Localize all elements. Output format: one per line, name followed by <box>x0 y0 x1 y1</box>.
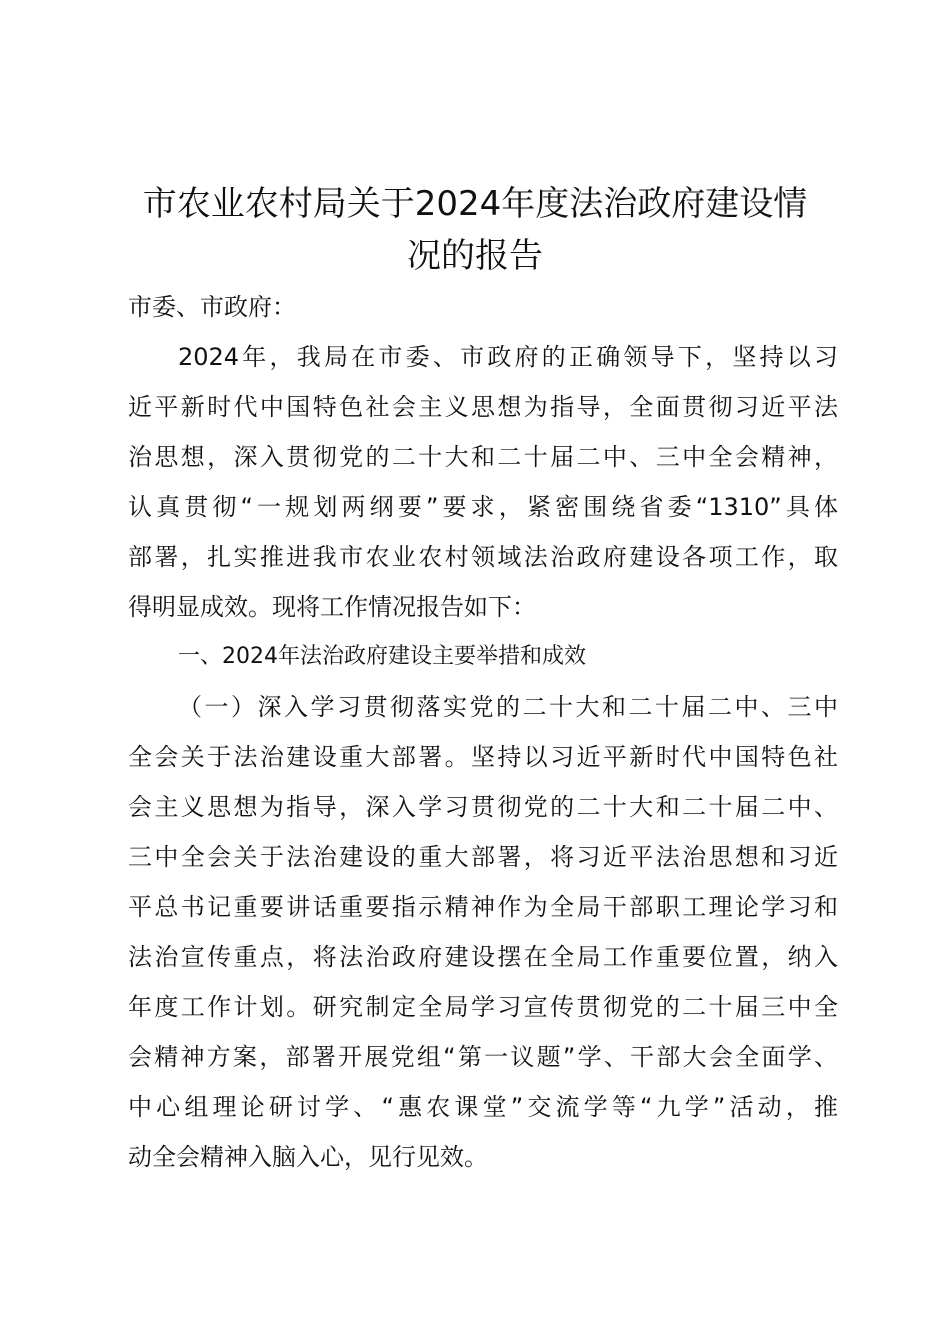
paragraph-line: 近平新时代中国特色社会主义思想为指导，全面贯彻习近平法 <box>128 393 838 421</box>
paragraph-line: 会主义思想为指导，深入学习贯彻党的二十大和二十届二中、 <box>128 793 838 821</box>
paragraph-line: 会精神方案，部署开展党组“第一议题”学、干部大会全面学、 <box>128 1043 838 1071</box>
document-body <box>128 283 838 1182</box>
paragraph-line: 全会关于法治建设重大部署。坚持以习近平新时代中国特色社 <box>128 743 838 771</box>
paragraph-line: （一）深入学习贯彻落实党的二十大和二十届二中、三中 <box>178 693 838 721</box>
title-line-1: 市农业农村局关于2024年度法治政府建设情 <box>142 184 808 224</box>
paragraph-line: 治思想，深入贯彻党的二十大和二十届二中、三中全会精神， <box>128 443 838 471</box>
section-paragraph <box>128 682 838 1182</box>
paragraph-line: 中心组理论研讨学、“惠农课堂”交流学等“九学”活动，推 <box>128 1093 838 1121</box>
title-line-2: 况的报告 <box>407 236 543 276</box>
paragraph-line: 年度工作计划。研究制定全局学习宣传贯彻党的二十届三中全 <box>128 993 838 1021</box>
intro-paragraph <box>128 332 838 632</box>
paragraph-line: 法治宣传重点，将法治政府建设摆在全局工作重要位置，纳入 <box>128 943 838 971</box>
paragraph-line: 得明显成效。现将工作情况报告如下： <box>128 593 536 621</box>
paragraph-line: 动全会精神入脑入心，见行见效。 <box>128 1143 488 1171</box>
document-title <box>100 178 850 282</box>
paragraph-line: 部署，扎实推进我市农业农村领域法治政府建设各项工作，取 <box>128 543 838 571</box>
paragraph-line: 平总书记重要讲话重要指示精神作为全局干部职工理论学习和 <box>128 893 838 921</box>
paragraph-line: 三中全会关于法治建设的重大部署，将习近平法治思想和习近 <box>128 843 838 871</box>
paragraph-line: 2024年，我局在市委、市政府的正确领导下，坚持以习 <box>178 343 838 371</box>
paragraph-line: 认真贯彻“一规划两纲要”要求，紧密围绕省委“1310”具体 <box>128 493 838 521</box>
salutation: 市委、市政府： <box>128 293 296 321</box>
section-heading: 一、2024年法治政府建设主要举措和成效 <box>178 644 586 669</box>
